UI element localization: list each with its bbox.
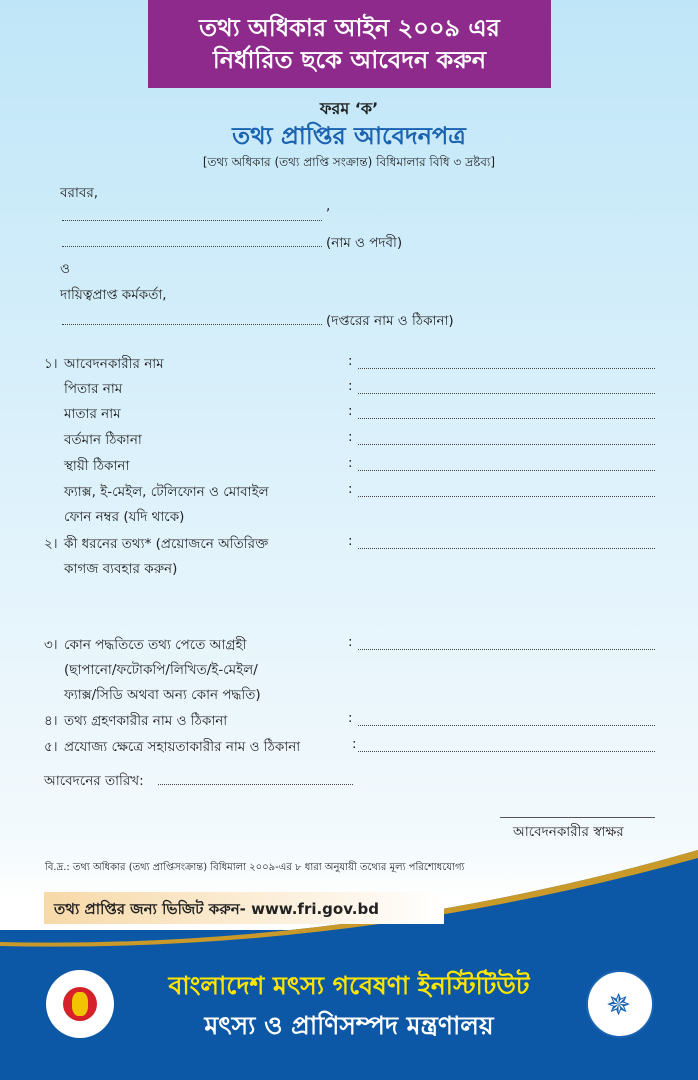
signature-line (500, 817, 655, 818)
field-label: কী ধরনের তথ্য* (প্রয়োজনে অতিরিক্ত (64, 536, 269, 552)
field-input-line[interactable] (358, 496, 655, 497)
form-label: ফরম ‘ক’ (319, 99, 379, 118)
field-input-line[interactable] (358, 649, 655, 650)
fri-logo: ✵ (586, 970, 654, 1038)
office-line[interactable] (62, 324, 322, 325)
field-input-line[interactable] (358, 725, 655, 726)
date-label: আবেদনের তারিখ: (44, 773, 144, 789)
field-label: তথ্য গ্রহণকারীর নাম ও ঠিকানা (64, 713, 228, 729)
field-label: বর্তমান ঠিকানা (64, 432, 142, 448)
field-input-line[interactable] (358, 444, 655, 445)
field-label-cont: ফ্যাক্স/সিডি অথবা অন্য কোন পদ্ধতি) (64, 687, 261, 703)
banner-line-2: নির্ধারিত ছকে আবেদন করুন (212, 46, 487, 74)
header-banner (148, 0, 551, 88)
field-input-line[interactable] (358, 368, 655, 369)
page-title: তথ্য প্রাপ্তির আবেদনপত্র (232, 122, 466, 150)
signature-label: আবেদনকারীর স্বাক্ষর (513, 824, 624, 840)
officer-label: দায়িত্বপ্রাপ্ত কর্মকর্তা, (60, 287, 167, 303)
field-label-cont: (ছাপানো/ফটোকপি/লিখিত/ই-মেইল/ (64, 662, 258, 678)
colon: : (348, 533, 353, 549)
banner-line-1: তথ্য অধিকার আইন ২০০৯ এর (199, 14, 500, 42)
name-designation-label: (নাম ও পদবী) (326, 235, 403, 251)
colon: : (348, 455, 353, 471)
field-number: ১। (44, 356, 58, 372)
field-label: কোন পদ্ধতিতে তথ্য পেতে আগ্রহী (64, 637, 247, 653)
colon: : (348, 403, 353, 419)
date-line[interactable] (158, 784, 353, 785)
colon: : (348, 710, 353, 726)
comma: , (326, 198, 331, 214)
field-label: প্রযোজ্য ক্ষেত্রে সহায়তাকারীর নাম ও ঠিকানা (64, 739, 301, 755)
field-input-line[interactable] (358, 548, 655, 549)
colon: : (348, 378, 353, 394)
field-label: মাতার নাম (64, 406, 121, 422)
footnote: বি.দ্র.: তথ্য অধিকার (তথ্য প্রাপ্তিসংক্রান্ত) বিধিমালা ২০০৯-এর ৮ ধারা অনুযায়ী তথ্যের মূল্য পরিশোধযোগ্য (45, 862, 465, 873)
colon: : (352, 736, 357, 752)
field-label-cont: ফোন নম্বর (যদি থাকে) (64, 509, 185, 525)
office-label: (দপ্তরের নাম ও ঠিকানা) (326, 313, 454, 329)
ministry-name: মৎস্য ও প্রাণিসম্পদ মন্ত্রণালয় (204, 1011, 494, 1040)
recipient-line[interactable] (62, 220, 322, 221)
field-label: আবেদনকারীর নাম (64, 356, 164, 372)
field-number: ৩। (44, 637, 58, 653)
colon: : (348, 634, 353, 650)
institute-name: বাংলাদেশ মৎস্য গবেষণা ইনস্টিটিউট (168, 971, 530, 1000)
visit-website-link[interactable]: তথ্য প্রাপ্তির জন্য ভিজিট করুন- www.fri.gov.bd (44, 892, 444, 924)
and-label: ও (60, 261, 70, 277)
colon: : (348, 353, 353, 369)
field-label: স্থায়ী ঠিকানা (64, 458, 130, 474)
colon: : (348, 429, 353, 445)
colon: : (348, 481, 353, 497)
subtitle: [তথ্য অধিকার (তথ্য প্রাপ্তি সংক্রান্ত) বিধিমালার বিধি ৩ দ্রষ্টব্য] (202, 155, 496, 169)
field-input-line[interactable] (358, 470, 655, 471)
field-number: ৫। (44, 739, 58, 755)
field-label: ফ্যাক্স, ই-মেইল, টেলিফোন ও মোবাইল (64, 484, 269, 500)
to-label: বরাবর, (60, 185, 99, 201)
field-input-line[interactable] (358, 393, 655, 394)
name-designation-line[interactable] (62, 246, 322, 247)
field-label-cont: কাগজ ব্যবহার করুন) (64, 561, 178, 577)
field-number: ২। (44, 536, 58, 552)
field-input-line[interactable] (358, 751, 655, 752)
field-input-line[interactable] (358, 418, 655, 419)
field-number: ৪। (44, 713, 58, 729)
field-label: পিতার নাম (64, 381, 123, 397)
